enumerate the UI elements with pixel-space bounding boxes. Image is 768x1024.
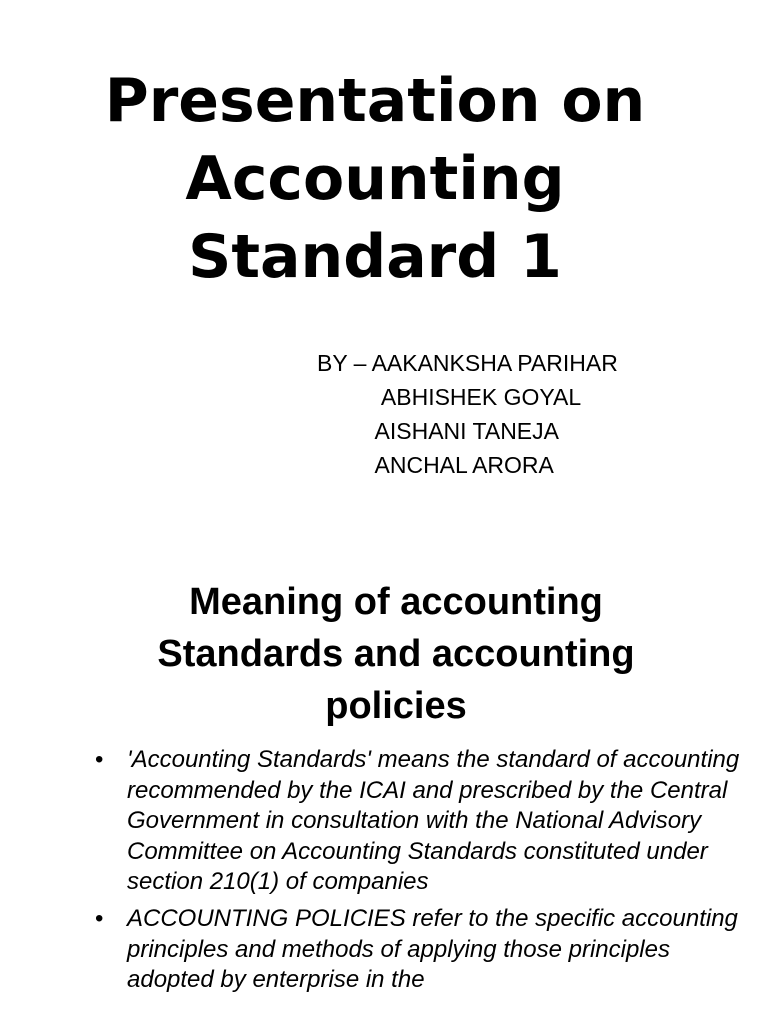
- slide-title-line-2: Accounting: [185, 144, 565, 214]
- author-line-2: ABHISHEK GOYAL: [317, 384, 582, 410]
- bullet-text: ACCOUNTING POLICIES refer to the specific accounting principles and methods of applying those principles adopted by enterprise in the: [127, 904, 738, 994]
- section-heading-line-3: policies: [325, 685, 467, 727]
- author-line-1: BY – AAKANKSHA PARIHAR: [317, 350, 618, 376]
- author-line-4: ANCHAL ARORA: [317, 452, 554, 478]
- slide-title: [0, 62, 750, 296]
- slide-title-line-3: Standard 1: [188, 222, 562, 292]
- bullet-item-accounting-standards: [95, 745, 755, 898]
- section-heading: [20, 576, 768, 732]
- bullet-item-accounting-policies: [95, 904, 755, 996]
- bullet-dot-icon: •: [95, 746, 104, 773]
- section-heading-line-2: Standards and accounting: [157, 633, 635, 675]
- author-list: [317, 346, 618, 482]
- bullet-text: 'Accounting Standards' means the standard of accounting recommended by the ICAI and prescribed by the Central Government in consultation with the National Advisory Committee on Accounting Standards constituted under section 210(1) of companies: [127, 746, 740, 896]
- section-heading-line-1: Meaning of accounting: [189, 581, 603, 623]
- bullet-list: [95, 745, 755, 1002]
- author-line-3: AISHANI TANEJA: [317, 418, 559, 444]
- slide-title-line-1: Presentation on: [104, 66, 646, 136]
- bullet-dot-icon: •: [95, 904, 104, 932]
